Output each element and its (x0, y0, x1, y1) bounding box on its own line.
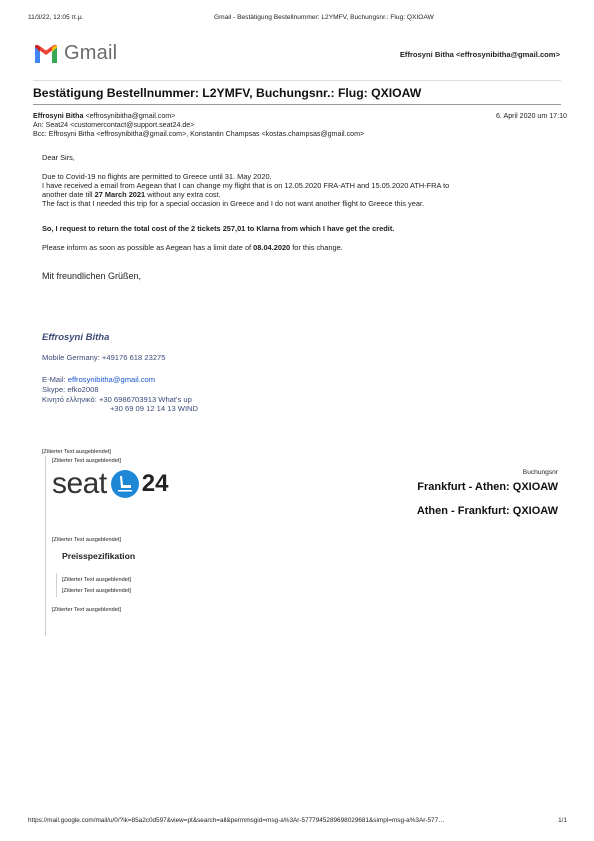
new-date-highlight: 27 March 2021 (94, 190, 146, 199)
signature-greek-phone: Κινητό ελληνικό: +30 6986703913 What's up (42, 395, 192, 404)
quote-bar-outer (45, 456, 46, 636)
print-datetime: 11/3/22, 12:05 π.μ. (28, 14, 84, 21)
price-spec-title: Preisspezifikation (62, 551, 136, 561)
route-return: Athen - Frankfurt: QXIOAW (416, 505, 558, 517)
body-paragraph-1 (42, 172, 562, 208)
seat24-logo (52, 467, 168, 501)
gmail-m-icon (33, 44, 59, 64)
quoted-text-toggle[interactable]: [Zitierter Text ausgeblendet] (42, 449, 111, 455)
quoted-text-toggle[interactable]: [Zitierter Text ausgeblendet] (52, 537, 121, 543)
quoted-text-toggle[interactable]: [Zitierter Text ausgeblendet] (52, 607, 121, 613)
booking-number-label: Buchungsnr (522, 469, 558, 476)
seat24-seat-icon (110, 469, 140, 499)
body-line: The fact is that I needed this trip for a special occasion in Greece and I do not want another flight to Greece this year. (42, 199, 425, 208)
route-outbound: Frankfurt - Athen: QXIOAW (417, 481, 558, 493)
quoted-text-toggle[interactable]: [Zitierter Text ausgeblendet] (52, 458, 121, 464)
sender-address: <effrosynibitha@gmail.com> (85, 112, 176, 120)
body-paragraph-2: So, I request to return the total cost of the 2 tickets 257,01 to Klarna from which I have get the credit. (42, 224, 395, 233)
body-line: another date till 27 March 2021 without any extra cost. (42, 190, 221, 199)
body-salutation: Dear Sirs, (42, 153, 75, 162)
email-date: 6. April 2020 um 17:10 (496, 112, 567, 120)
signature-mobile: Mobile Germany: +49176 618 23275 (42, 353, 166, 362)
email-to: An: Seat24 <customercontact@support.seat24.de> (33, 121, 195, 129)
email-subject: Bestätigung Bestellnummer: L2YMFV, Buchungsnr.: Flug: QXIOAW (33, 86, 422, 100)
print-page-number: 1/1 (558, 817, 567, 824)
signature-greek-phone-2: +30 69 09 12 14 13 WIND (110, 404, 199, 413)
body-paragraph-3: Please inform as soon as possible as Aegean has a limit date of 08.04.2020 for this change. (42, 243, 343, 252)
email-from (33, 112, 175, 120)
subject-divider (33, 104, 561, 105)
sender-name: Effrosyni Bitha (33, 112, 84, 120)
gmail-wordmark: Gmail (64, 42, 118, 64)
print-url: https://mail.google.com/mail/u/0/?ik=85a2c0d597&view=pt&search=all&permmsgid=msg-a%3Ar-5777945289698029681&simpl=msg-a%3Ar-577… (28, 817, 445, 824)
limit-date-highlight: 08.04.2020 (253, 243, 291, 252)
signature-email: E-Mail: effrosynibitha@gmail.com (42, 375, 156, 384)
quote-bar-inner (56, 573, 57, 597)
header-divider (33, 80, 561, 81)
seat24-number: 24 (141, 470, 169, 497)
print-page-title: Gmail - Bestätigung Bestellnummer: L2YMFV, Buchungsnr.: Flug: QXIOAW (214, 14, 434, 21)
signature-name: Effrosyni Bitha (42, 332, 110, 343)
body-closing: Mit freundlichen Grüßen, (42, 271, 142, 281)
seat24-wordmark: seat (52, 467, 107, 500)
signature-skype: Skype: efko2008 (42, 385, 99, 394)
quoted-text-toggle[interactable]: [Zitierter Text ausgeblendet] (62, 588, 131, 594)
body-line: I have received a email from Aegean that I can change my flight that is on 12.05.2020 FRA-ATH and 15.05.2020 ATH-FRA to (42, 181, 450, 190)
gmail-logo (33, 42, 117, 65)
email-bcc: Bcc: Effrosyni Bitha <effrosynibitha@gmail.com>, Konstantin Champsas <kostas.champsas@gmail.com> (33, 130, 365, 138)
signature-email-link[interactable]: effrosynibitha@gmail.com (67, 375, 156, 384)
body-line: Due to Covid-19 no flights are permitted to Greece until 31. May 2020. (42, 172, 272, 181)
account-identity: Effrosyni Bitha <effrosynibitha@gmail.com> (399, 50, 560, 59)
quoted-text-toggle[interactable]: [Zitierter Text ausgeblendet] (62, 577, 131, 583)
